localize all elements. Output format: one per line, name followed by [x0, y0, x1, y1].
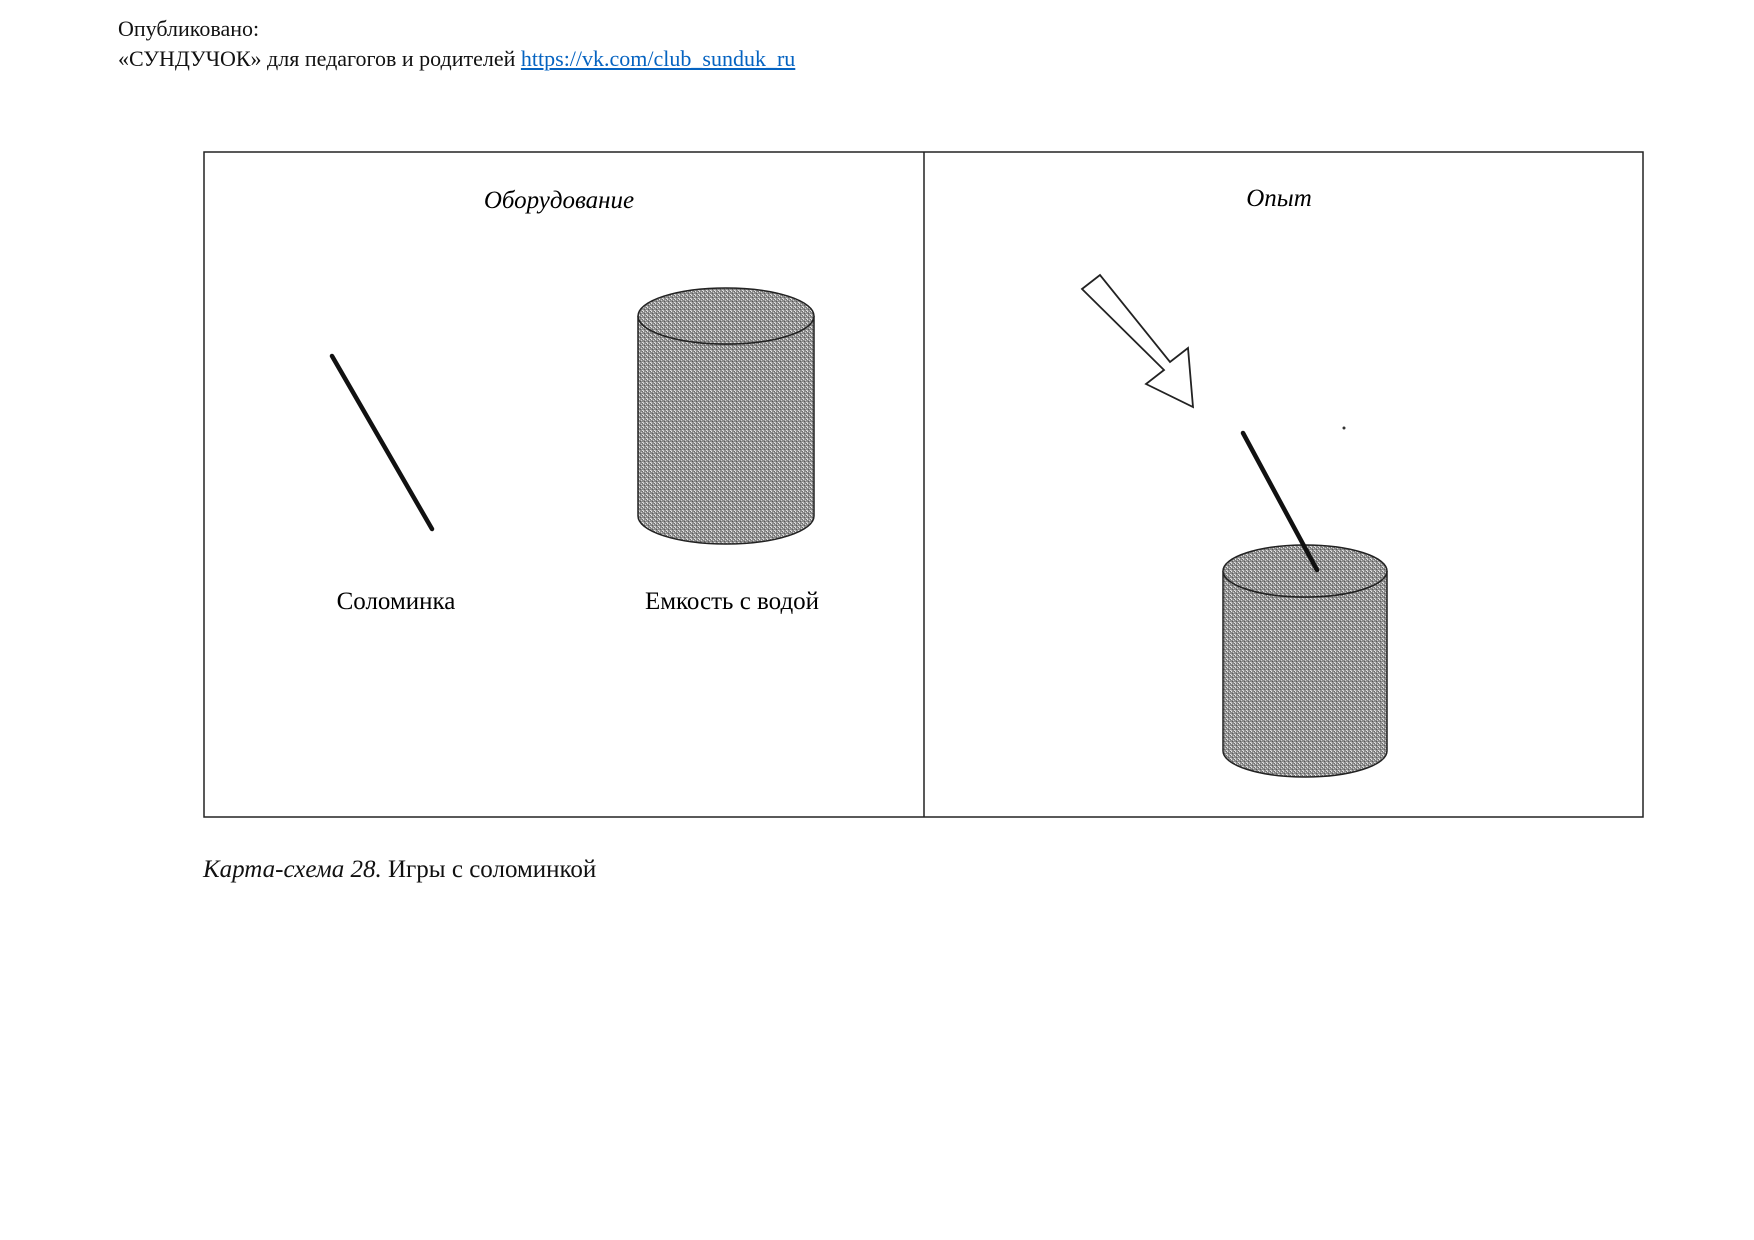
source-text: «СУНДУЧОК» для педагогов и родителей [118, 46, 516, 71]
water-container-icon [1223, 545, 1387, 777]
source-link[interactable]: https://vk.com/club_sunduk_ru [520, 46, 796, 71]
diagram-figure [203, 151, 1644, 818]
diagram-svg [203, 151, 1644, 818]
speck [1343, 427, 1346, 430]
water-container-label: Емкость с водой [644, 588, 820, 615]
straw-icon [332, 356, 432, 529]
figure-caption [203, 856, 596, 884]
document-header [118, 14, 795, 74]
arrow-icon [1082, 275, 1193, 407]
left-panel-title: Оборудование [483, 187, 635, 214]
source-line [118, 44, 795, 74]
caption-text: Игры с соломинкой [388, 856, 597, 883]
straw-label: Соломинка [336, 588, 456, 615]
container-with-straw [1223, 433, 1387, 777]
water-container-icon [638, 288, 814, 544]
right-panel [1082, 185, 1387, 777]
left-panel [332, 187, 819, 615]
published-label: Опубликовано: [118, 16, 260, 41]
caption-prefix: Карта-схема 28. [203, 856, 382, 883]
right-panel-title: Опыт [1246, 185, 1312, 212]
